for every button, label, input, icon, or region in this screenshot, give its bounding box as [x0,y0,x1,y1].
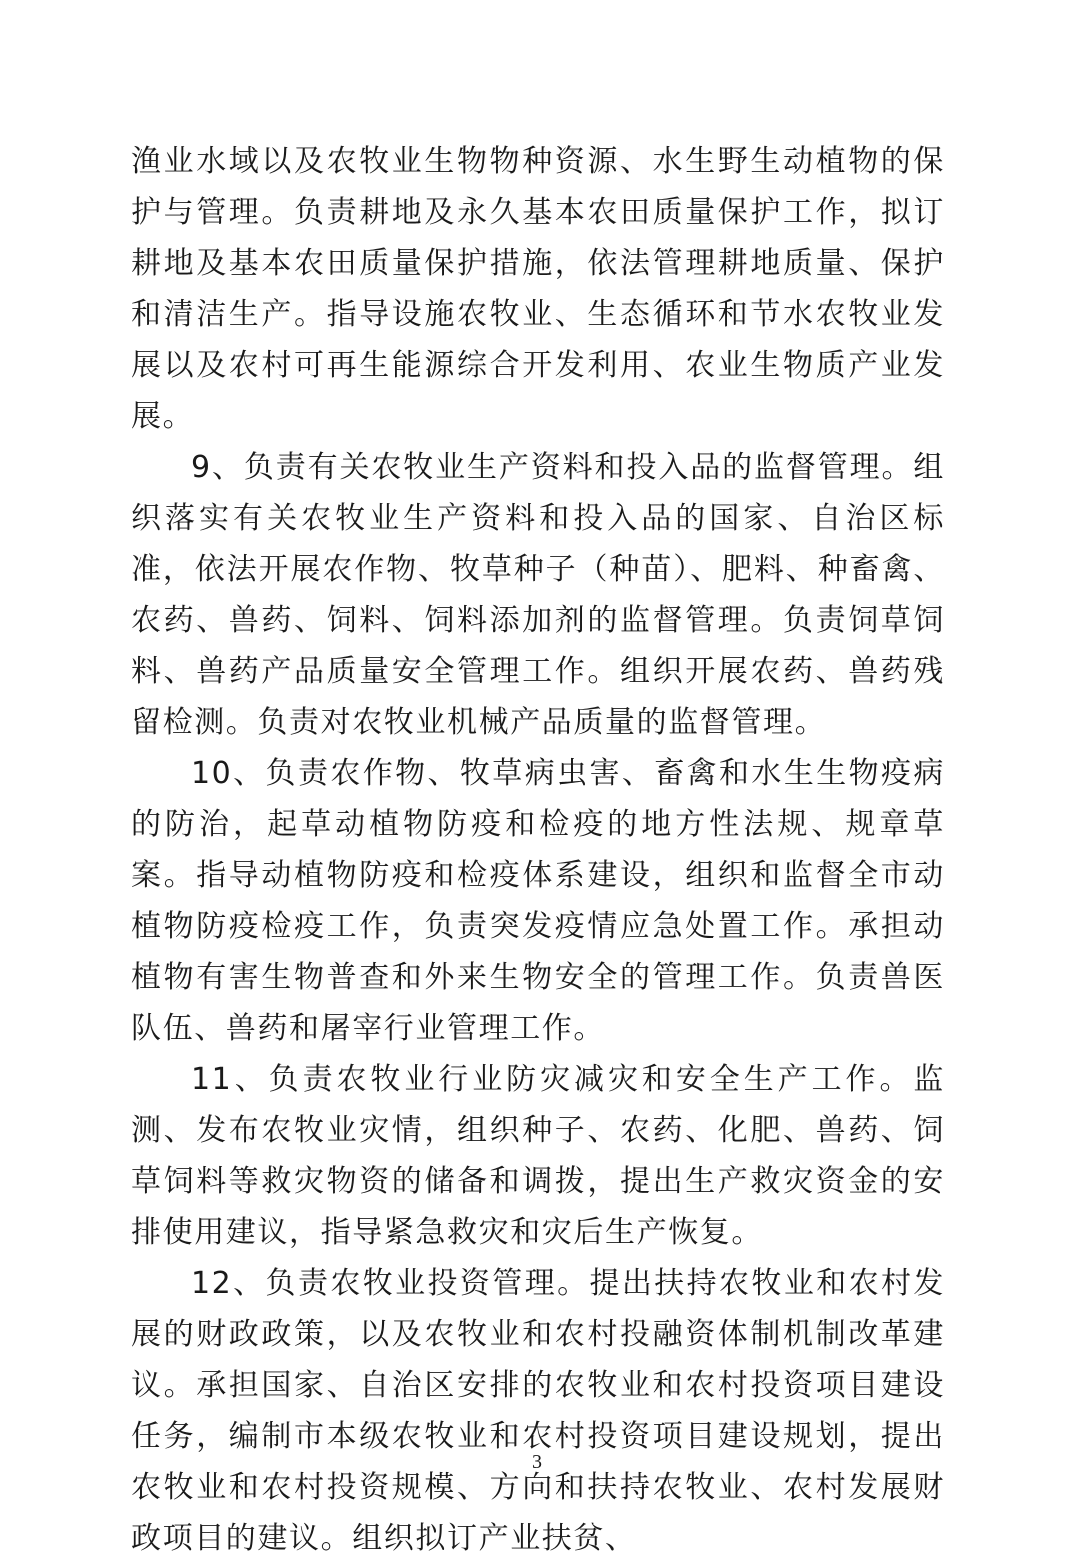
paragraph-item-9: 9、负责有关农牧业生产资料和投入品的监督管理。组织落实有关农牧业生产资料和投入品的国家、自治区标准，依法开展农作物、牧草种子（种苗）、肥料、种畜禽、农药、兽药、饲料、饲料添加剂的监督管理。负责饲草饲料、兽药产品质量安全管理工作。组织开展农药、兽药残留检测。负责对农牧业机械产品质量的监督管理。 [131,450,945,740]
page-number: 3 [532,1451,542,1473]
paragraph-continuation: 渔业水域以及农牧业生物物种资源、水生野生动植物的保护与管理。负责耕地及永久基本农田质量保护工作，拟订耕地及基本农田质量保护措施，依法管理耕地质量、保护和清洁生产。指导设施农牧业、生态循环和节水农牧业发展以及农村可再生能源综合开发利用、农业生物质产业发展。 [131,144,945,434]
paragraph-item-11: 11、负责农牧业行业防灾减灾和安全生产工作。监测、发布农牧业灾情，组织种子、农药、化肥、兽药、饲草饲料等救灾物资的储备和调拨，提出生产救灾资金的安排使用建议，指导紧急救灾和灾后生产恢复。 [131,1062,945,1250]
paragraph-item-10: 10、负责农作物、牧草病虫害、畜禽和水生生物疫病的防治，起草动植物防疫和检疫的地方性法规、规章草案。指导动植物防疫和检疫体系建设，组织和监督全市动植物防疫检疫工作，负责突发疫情应急处置工作。承担动植物有害生物普查和外来生物安全的管理工作。负责兽医队伍、兽药和屠宰行业管理工作。 [131,756,945,1046]
body-text [131,136,945,1564]
paragraph-item-12: 12、负责农牧业投资管理。提出扶持农牧业和农村发展的财政政策，以及农牧业和农村投融资体制机制改革建议。承担国家、自治区安排的农牧业和农村投资项目建设任务，编制市本级农牧业和农村投资项目建设规划，提出农牧业和农村投资规模、方向和扶持农牧业、农村发展财政项目的建议。组织拟订产业扶贫、 [131,1266,945,1556]
